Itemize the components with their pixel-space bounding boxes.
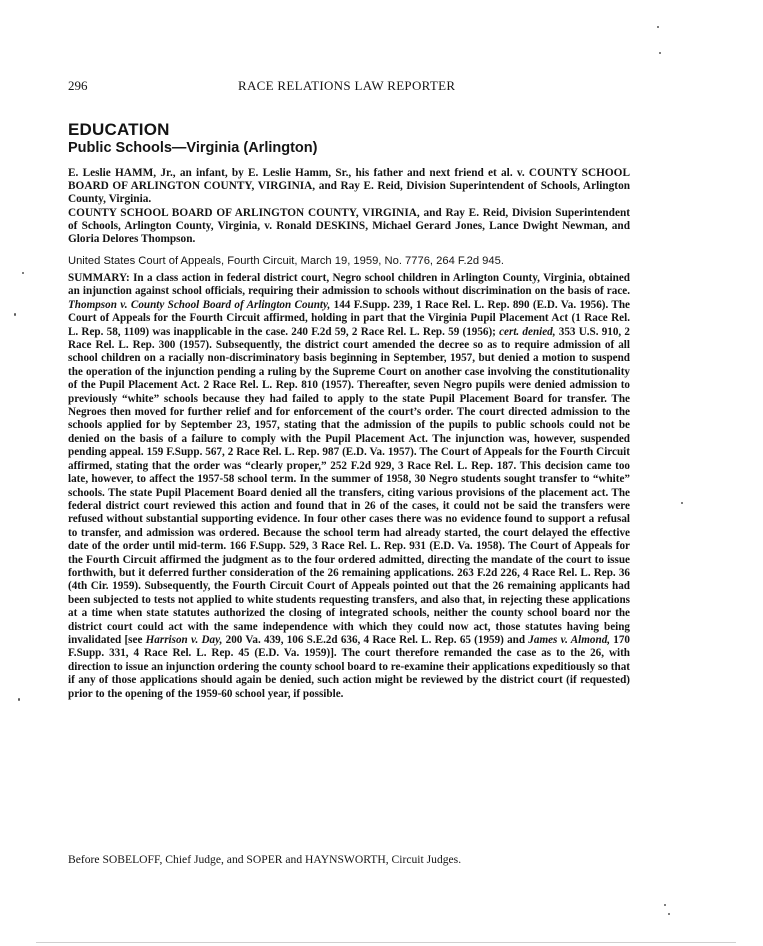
case-caption-second: COUNTY SCHOOL BOARD OF ARLINGTON COUNTY, VIRGINIA, and Ray E. Reid, Division Superintendent of Schools, Arlington County, Virginia, v. Ronald DESKINS, Michael Gerard Jones, Lance Dwight Newman, and Gloria Delores Thompson.: [68, 206, 630, 246]
case-name-james: James v. Almond,: [528, 633, 611, 646]
journal-title: RACE RELATIONS LAW REPORTER: [238, 78, 456, 93]
scan-speck: [22, 272, 24, 274]
scan-speck: [659, 52, 661, 54]
case-caption-first: E. Leslie HAMM, Jr., an infant, by E. Leslie Hamm, Sr., his father and next friend et al. v. COUNTY SCHOOL BOARD OF ARLINGTON COUNTY, VIRGINIA, and Ray E. Reid, Division Superintendent of Schools, Arlington County, Virginia.: [68, 167, 630, 206]
scan-speck: [657, 26, 659, 28]
summary-text-1: In a class action in federal district court, Negro school children in Arlington County, Virginia, obtained an injunction against school officials, requiring their admission to schools without discrimination on the basis of race.: [68, 272, 630, 298]
scan-edge-line: [36, 942, 736, 943]
section-heading: EDUCATION: [68, 120, 170, 139]
scan-speck: [14, 313, 16, 316]
summary-text-2: 144 F.Supp. 239, 1 Race Rel. L. Rep. 890 (E.D. Va. 1956). The Court of Appeals for the Fourth Circuit affirmed, holding in part that the Virginia Pupil Placement Act (1 Race Rel. L. Rep. 58, 1109) was inapplicable in the case. 240 F.2d 59, 2 Race Rel. L. Rep. 59 (1956);: [68, 298, 630, 338]
summary-text-4: 200 Va. 439, 106 S.E.2d 636, 4 Race Rel. L. Rep. 65 (1959) and: [222, 633, 529, 646]
case-caption: [68, 167, 630, 246]
case-name-harrison: Harrison v. Day,: [145, 633, 223, 646]
scan-speck: [664, 904, 666, 906]
scan-speck: [668, 913, 670, 915]
cert-denied: cert. denied,: [499, 325, 556, 338]
court-citation-line: United States Court of Appeals, Fourth Circuit, March 19, 1959, No. 7776, 264 F.2d 945.: [68, 255, 504, 267]
scan-speck: [681, 502, 683, 504]
bench-line: Before SOBELOFF, Chief Judge, and SOPER and HAYNSWORTH, Circuit Judges.: [68, 853, 462, 866]
running-head: [68, 78, 628, 96]
summary-text-3: 353 U.S. 910, 2 Race Rel. L. Rep. 300 (1957). Subsequently, the district court amended the decree so as to require admission of all school children on a racially non-discriminatory basis beginning in September, 1957, but denied a motion to suspend the operation of the injunction pending a ruling by the Supreme Court on another case involving the constitutionality of the Pupil Placement Act. 2 Race Rel. L. Rep. 810 (1957). Thereafter, seven Negro pupils were denied admission to previously “white” schools because they had failed to apply to the state Pupil Placement Board for transfer. The Negroes then moved for further relief and for enforcement of the court’s order. The court directed admission to the schools applied for by September 23, 1957, stating that the admission of the pupils to public schools could not be denied on the basis of a failure to comply with the Pupil Placement Act. The injunction was, however, suspended pending appeal. 159 F.Supp. 567, 2 Race Rel. L. Rep. 987 (E.D. Va. 1957). The Court of Appeals for the Fourth Circuit affirmed, stating that the order was “clearly proper,” 252 F.2d 929, 3 Race Rel. L. Rep. 187. This decision came too late, however, to affect the 1957-58 school term. In the summer of 1958, 30 Negro students sought transfer to “white” schools. The state Pupil Placement Board denied all the transfers, citing various provisions of the placement act. The federal district court reviewed this action and found that in 26 of the cases, it could not be said the transfers were refused without substantial supporting evidence. In four other cases there was no evidence found to support a refusal to transfer, and admission was ordered. Because the school term had already started, the court delayed the effective date of the order until mid-term. 166 F.Supp. 529, 3 Race Rel. L. Rep. 931 (E.D. Va. 1958). The Court of Appeals for the Fourth Circuit affirmed the judgment as to the four ordered admitted, directing the mandate of the court to issue forthwith, but it deferred further consideration of the 26 remaining applications. 263 F.2d 226, 4 Race Rel. L. Rep. 36 (4th Cir. 1959). Subsequently, the Fourth Circuit Court of Appeals pointed out that the 26 remaining applicants had been subjected to tests not applied to white students requesting transfers, and also that, in rejecting these applications at a time when state statutes authorized the closing of integrated schools, neither the county school board nor the district court could act with the same independence with which they could now act, those statutes having being invalidated [see: [68, 325, 630, 646]
subsection-heading: Public Schools—Virginia (Arlington): [68, 140, 318, 156]
page-number: 296: [68, 78, 88, 93]
summary-paragraph: [68, 272, 630, 701]
case-name-thompson: Thompson v. County School Board of Arlington County,: [68, 298, 331, 311]
summary-label: SUMMARY:: [68, 272, 130, 284]
scan-speck: [18, 698, 20, 701]
summary-text-5: 170 F.Supp. 331, 4 Race Rel. L. Rep. 45 (E.D. Va. 1959)]. The court therefore remanded the case as to the 26, with direction to issue an injunction ordering the county school board to re-examine their applications expeditiously so that if any of those applications should again be denied, such action might be reviewed by the district court (if requested) prior to the opening of the 1959-60 school year, if possible.: [68, 633, 630, 700]
